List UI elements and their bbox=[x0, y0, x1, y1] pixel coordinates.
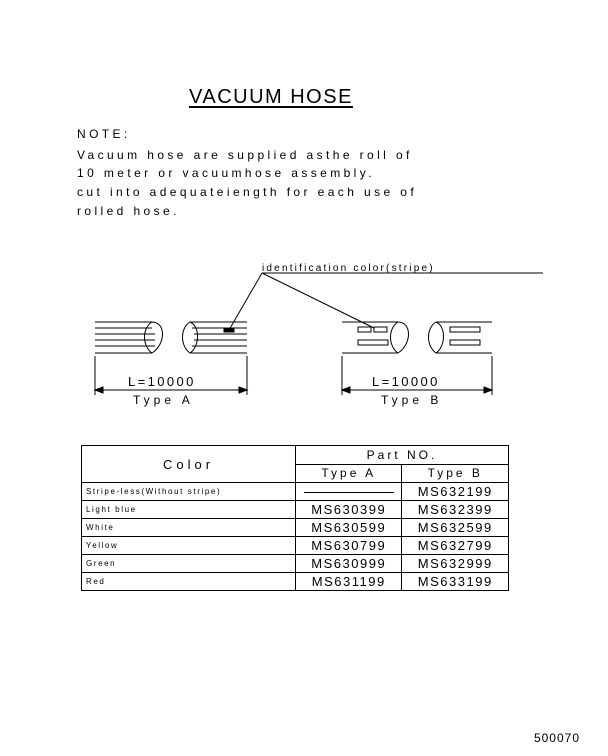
page-title: VACUUM HOSE bbox=[189, 86, 353, 108]
color-name: Yellow bbox=[82, 537, 296, 555]
color-name: Light blue bbox=[82, 501, 296, 519]
type-a-part-number bbox=[296, 483, 402, 501]
callout-label: identification color(stripe) bbox=[262, 263, 435, 274]
type-b-part-number: MS632599 bbox=[402, 519, 509, 537]
part-number-header: Part NO. bbox=[296, 446, 509, 465]
note-line-3: cut into adequateiength for each use of bbox=[77, 185, 418, 199]
color-name: Green bbox=[82, 555, 296, 573]
table-row bbox=[82, 573, 509, 591]
type-b-part-number: MS632199 bbox=[402, 483, 509, 501]
table-row bbox=[82, 555, 509, 573]
note-line-1: Vacuum hose are supplied asthe roll of bbox=[77, 148, 413, 162]
color-name: White bbox=[82, 519, 296, 537]
note-line-2: 10 meter or vacuumhose assembly. bbox=[77, 166, 375, 180]
type-a-length: L=10000 bbox=[128, 374, 196, 389]
table-row bbox=[82, 483, 509, 501]
part-number-table bbox=[81, 445, 509, 591]
page-code: 500070 bbox=[533, 731, 580, 745]
type-a-part-number: MS631199 bbox=[296, 573, 402, 591]
type-a-part-number: MS630599 bbox=[296, 519, 402, 537]
note-line-4: rolled hose. bbox=[77, 204, 180, 218]
type-b-part-number: MS632399 bbox=[402, 501, 509, 519]
type-a-part-number: MS630799 bbox=[296, 537, 402, 555]
color-header: Color bbox=[82, 446, 296, 483]
type-a-label: Type A bbox=[133, 393, 194, 407]
leader-line-a bbox=[229, 273, 262, 330]
note-label: NOTE: bbox=[77, 127, 131, 141]
table-row bbox=[82, 519, 509, 537]
type-a-part-number: MS630999 bbox=[296, 555, 402, 573]
leader-line-b bbox=[262, 273, 374, 328]
table-row bbox=[82, 501, 509, 519]
color-name: Red bbox=[82, 573, 296, 591]
type-b-header: Type B bbox=[402, 464, 509, 483]
color-name: Stripe-less(Without stripe) bbox=[82, 483, 296, 501]
type-b-label: Type B bbox=[381, 393, 443, 407]
type-a-part-number: MS630399 bbox=[296, 501, 402, 519]
type-b-part-number: MS633199 bbox=[402, 573, 509, 591]
type-b-part-number: MS632999 bbox=[402, 555, 509, 573]
table-row bbox=[82, 537, 509, 555]
type-a-header: Type A bbox=[296, 464, 402, 483]
type-b-length: L=10000 bbox=[372, 374, 440, 389]
no-part-dash bbox=[304, 492, 394, 493]
type-b-part-number: MS632799 bbox=[402, 537, 509, 555]
